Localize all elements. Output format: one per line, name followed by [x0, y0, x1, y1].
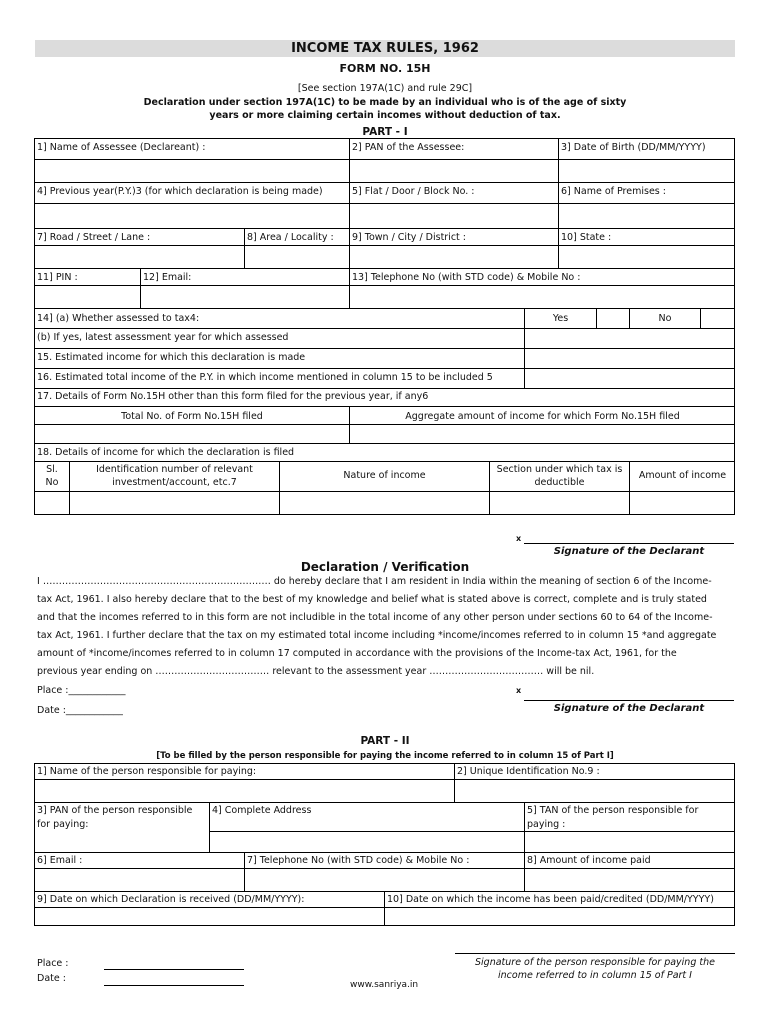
- income-row-amount-field[interactable]: [630, 492, 734, 514]
- assessee-name-field[interactable]: [35, 160, 348, 181]
- declaration-received-field[interactable]: [35, 908, 383, 925]
- declaration-heading: Declaration / Verification: [300, 560, 470, 574]
- estimated-income-label: 15. Estimated income for which this declaration is made: [37, 352, 306, 363]
- declaration-line-2: tax Act, 1961. I also hereby declare that to the best of my knowledge and belief what is stated above is correct, complete and is truly stated: [37, 594, 707, 605]
- area-locality-label: 8] Area / Locality :: [247, 232, 334, 243]
- tan-field[interactable]: [525, 832, 734, 851]
- declaration-caption-1: Declaration under section 197A(1C) to be made by an individual who is of the age of sixty: [143, 97, 627, 108]
- telephone-label: 13] Telephone No (with STD code) & Mobile No :: [352, 272, 581, 283]
- col-sl-no-1: Sl.: [46, 464, 58, 475]
- income-details-label: 18. Details of income for which the declaration is filed: [37, 447, 295, 458]
- footer-date-line[interactable]: [104, 985, 244, 986]
- declaration-line-4: tax Act, 1961. I further declare that the tax on my estimated total income including *income/incomes referred to in column 15 *and aggregate: [37, 630, 717, 641]
- income-row-section-field[interactable]: [490, 492, 628, 514]
- payer-signature-label-2: income referred to in column 15 of Part I: [498, 970, 692, 981]
- telephone-field[interactable]: [350, 286, 734, 307]
- email-field[interactable]: [141, 286, 348, 307]
- total-forms-label: Total No. of Form No.15H filed: [121, 411, 263, 422]
- premises-field[interactable]: [559, 204, 734, 227]
- email-label: 12] Email:: [143, 272, 192, 283]
- amount-paid-label: 8] Amount of income paid: [527, 855, 651, 866]
- form-title: INCOME TAX RULES, 1962: [291, 41, 479, 56]
- assessee-pan-label: 2] PAN of the Assessee:: [352, 142, 465, 153]
- yes-label: Yes: [552, 313, 569, 324]
- complete-address-field[interactable]: [210, 832, 523, 851]
- flat-door-field[interactable]: [350, 204, 557, 227]
- income-paid-date-field[interactable]: [385, 908, 734, 925]
- footer-place-line[interactable]: [104, 969, 244, 970]
- road-street-field[interactable]: [35, 246, 243, 267]
- previous-year-label: 4] Previous year(P.Y.)3 (for which declaration is being made): [37, 186, 323, 197]
- road-street-label: 7] Road / Street / Lane :: [37, 232, 151, 243]
- premises-label: 6] Name of Premises :: [561, 186, 666, 197]
- previous-year-field[interactable]: [35, 204, 348, 227]
- income-paid-date-label: 10] Date on which the income has been paid/credited (DD/MM/YYYY): [387, 894, 714, 905]
- assessee-name-label: 1] Name of Assessee (Declareant) :: [37, 142, 206, 153]
- declaration-date[interactable]: Date :____________: [37, 705, 123, 716]
- income-row-sl-field[interactable]: [35, 492, 68, 514]
- footer-place-label: Place :: [37, 958, 69, 969]
- payer-pan-field[interactable]: [35, 833, 208, 851]
- unique-id-field[interactable]: [455, 780, 734, 801]
- estimated-total-income-field[interactable]: [525, 369, 734, 387]
- col-identification-2: investment/account, etc.7: [112, 477, 237, 488]
- amount-paid-field[interactable]: [525, 869, 734, 890]
- flat-door-label: 5] Flat / Door / Block No. :: [352, 186, 475, 197]
- col-section-2: deductible: [534, 477, 585, 488]
- date-of-birth-label: 3] Date of Birth (DD/MM/YYYY): [561, 142, 706, 153]
- signature-label-1: Signature of the Declarant: [553, 546, 705, 557]
- col-section-1: Section under which tax is: [496, 464, 623, 475]
- part-two-heading: PART - II: [360, 735, 410, 747]
- signature-x-mark-1: x: [516, 534, 522, 543]
- payer-pan-label-2: for paying:: [37, 819, 89, 830]
- assessee-pan-field[interactable]: [350, 160, 557, 181]
- col-nature-of-income: Nature of income: [343, 470, 426, 481]
- assessed-to-tax-label: 14] (a) Whether assessed to tax4:: [37, 313, 200, 324]
- assessment-year-field[interactable]: [525, 329, 734, 347]
- income-row-nature-field[interactable]: [280, 492, 488, 514]
- income-row-id-field[interactable]: [70, 492, 278, 514]
- signature-line-1[interactable]: [524, 543, 734, 544]
- declaration-line-1: I ……………………………………………………………… do hereby declare that I am resident in India within the meaning of section 6 of the Income-: [37, 576, 712, 587]
- state-field[interactable]: [559, 246, 734, 267]
- payer-signature-line[interactable]: [455, 953, 735, 954]
- no-label: No: [658, 313, 672, 324]
- town-city-label: 9] Town / City / District :: [352, 232, 467, 243]
- pin-field[interactable]: [35, 286, 139, 307]
- unique-id-label: 2] Unique Identification No.9 :: [457, 766, 600, 777]
- aggregate-amount-label: Aggregate amount of income for which Form No.15H filed: [405, 411, 680, 422]
- footer-date-label: Date :: [37, 973, 66, 984]
- tan-label-2: paying :: [527, 819, 566, 830]
- payer-signature-label-1: Signature of the person responsible for paying the: [475, 957, 715, 968]
- other-forms-label: 17. Details of Form No.15H other than this form filed for the previous year, if any6: [37, 391, 429, 402]
- payer-name-field[interactable]: [35, 780, 453, 801]
- state-label: 10] State :: [561, 232, 612, 243]
- payer-telephone-label: 7] Telephone No (with STD code) & Mobile No :: [247, 855, 470, 866]
- form-number: FORM NO. 15H: [339, 62, 431, 75]
- col-identification-1: Identification number of relevant: [96, 464, 253, 475]
- estimated-total-income-label: 16. Estimated total income of the P.Y. in which income mentioned in column 15 to be included 5: [37, 372, 493, 383]
- complete-address-label: 4] Complete Address: [212, 805, 312, 816]
- declaration-line-3: and that the incomes referred to in this form are not includible in the total income of any other person under sections 60 to 64 of the Income-: [37, 612, 713, 623]
- payer-pan-label-1: 3] PAN of the person responsible: [37, 805, 193, 816]
- part-two-subheading: [To be filled by the person responsible for paying the income referred to in column 15 of Part I]: [156, 751, 614, 761]
- yes-checkbox[interactable]: [597, 309, 628, 327]
- declaration-line-5: amount of *income/incomes referred to in column 17 computed in accordance with the provisions of the Income-tax Act, 1961, for the: [37, 648, 677, 659]
- total-forms-field[interactable]: [35, 425, 348, 442]
- website-watermark: www.sanriya.in: [350, 980, 419, 990]
- col-amount-of-income: Amount of income: [638, 470, 727, 481]
- payer-name-label: 1] Name of the person responsible for paying:: [37, 766, 257, 777]
- signature-line-2[interactable]: [524, 700, 734, 701]
- payer-email-field[interactable]: [35, 869, 243, 890]
- declaration-received-label: 9] Date on which Declaration is received (DD/MM/YYYY):: [37, 894, 305, 905]
- payer-telephone-field[interactable]: [245, 869, 523, 890]
- declaration-caption-2: years or more claiming certain incomes without deduction of tax.: [209, 110, 561, 121]
- declaration-place[interactable]: Place :____________: [37, 685, 126, 696]
- tan-label-1: 5] TAN of the person responsible for: [527, 805, 699, 816]
- pin-label: 11] PIN :: [37, 272, 78, 283]
- aggregate-amount-field[interactable]: [350, 425, 734, 442]
- area-locality-field[interactable]: [245, 246, 348, 267]
- date-of-birth-field[interactable]: [559, 160, 734, 181]
- estimated-income-field[interactable]: [525, 349, 734, 367]
- signature-x-mark-2: x: [516, 686, 522, 695]
- section-reference: [See section 197A(1C) and rule 29C]: [297, 83, 473, 94]
- no-checkbox[interactable]: [701, 309, 734, 327]
- part-one-heading: PART - I: [362, 126, 408, 138]
- payer-email-label: 6] Email :: [37, 855, 83, 866]
- town-city-field[interactable]: [350, 246, 557, 267]
- declaration-line-6: previous year ending on ……………………………… relevant to the assessment year ……………………………… will be nil.: [37, 666, 595, 677]
- assessment-year-label: (b) If yes, latest assessment year for which assessed: [37, 332, 289, 343]
- signature-label-2: Signature of the Declarant: [553, 703, 705, 714]
- col-sl-no-2: No: [45, 477, 59, 488]
